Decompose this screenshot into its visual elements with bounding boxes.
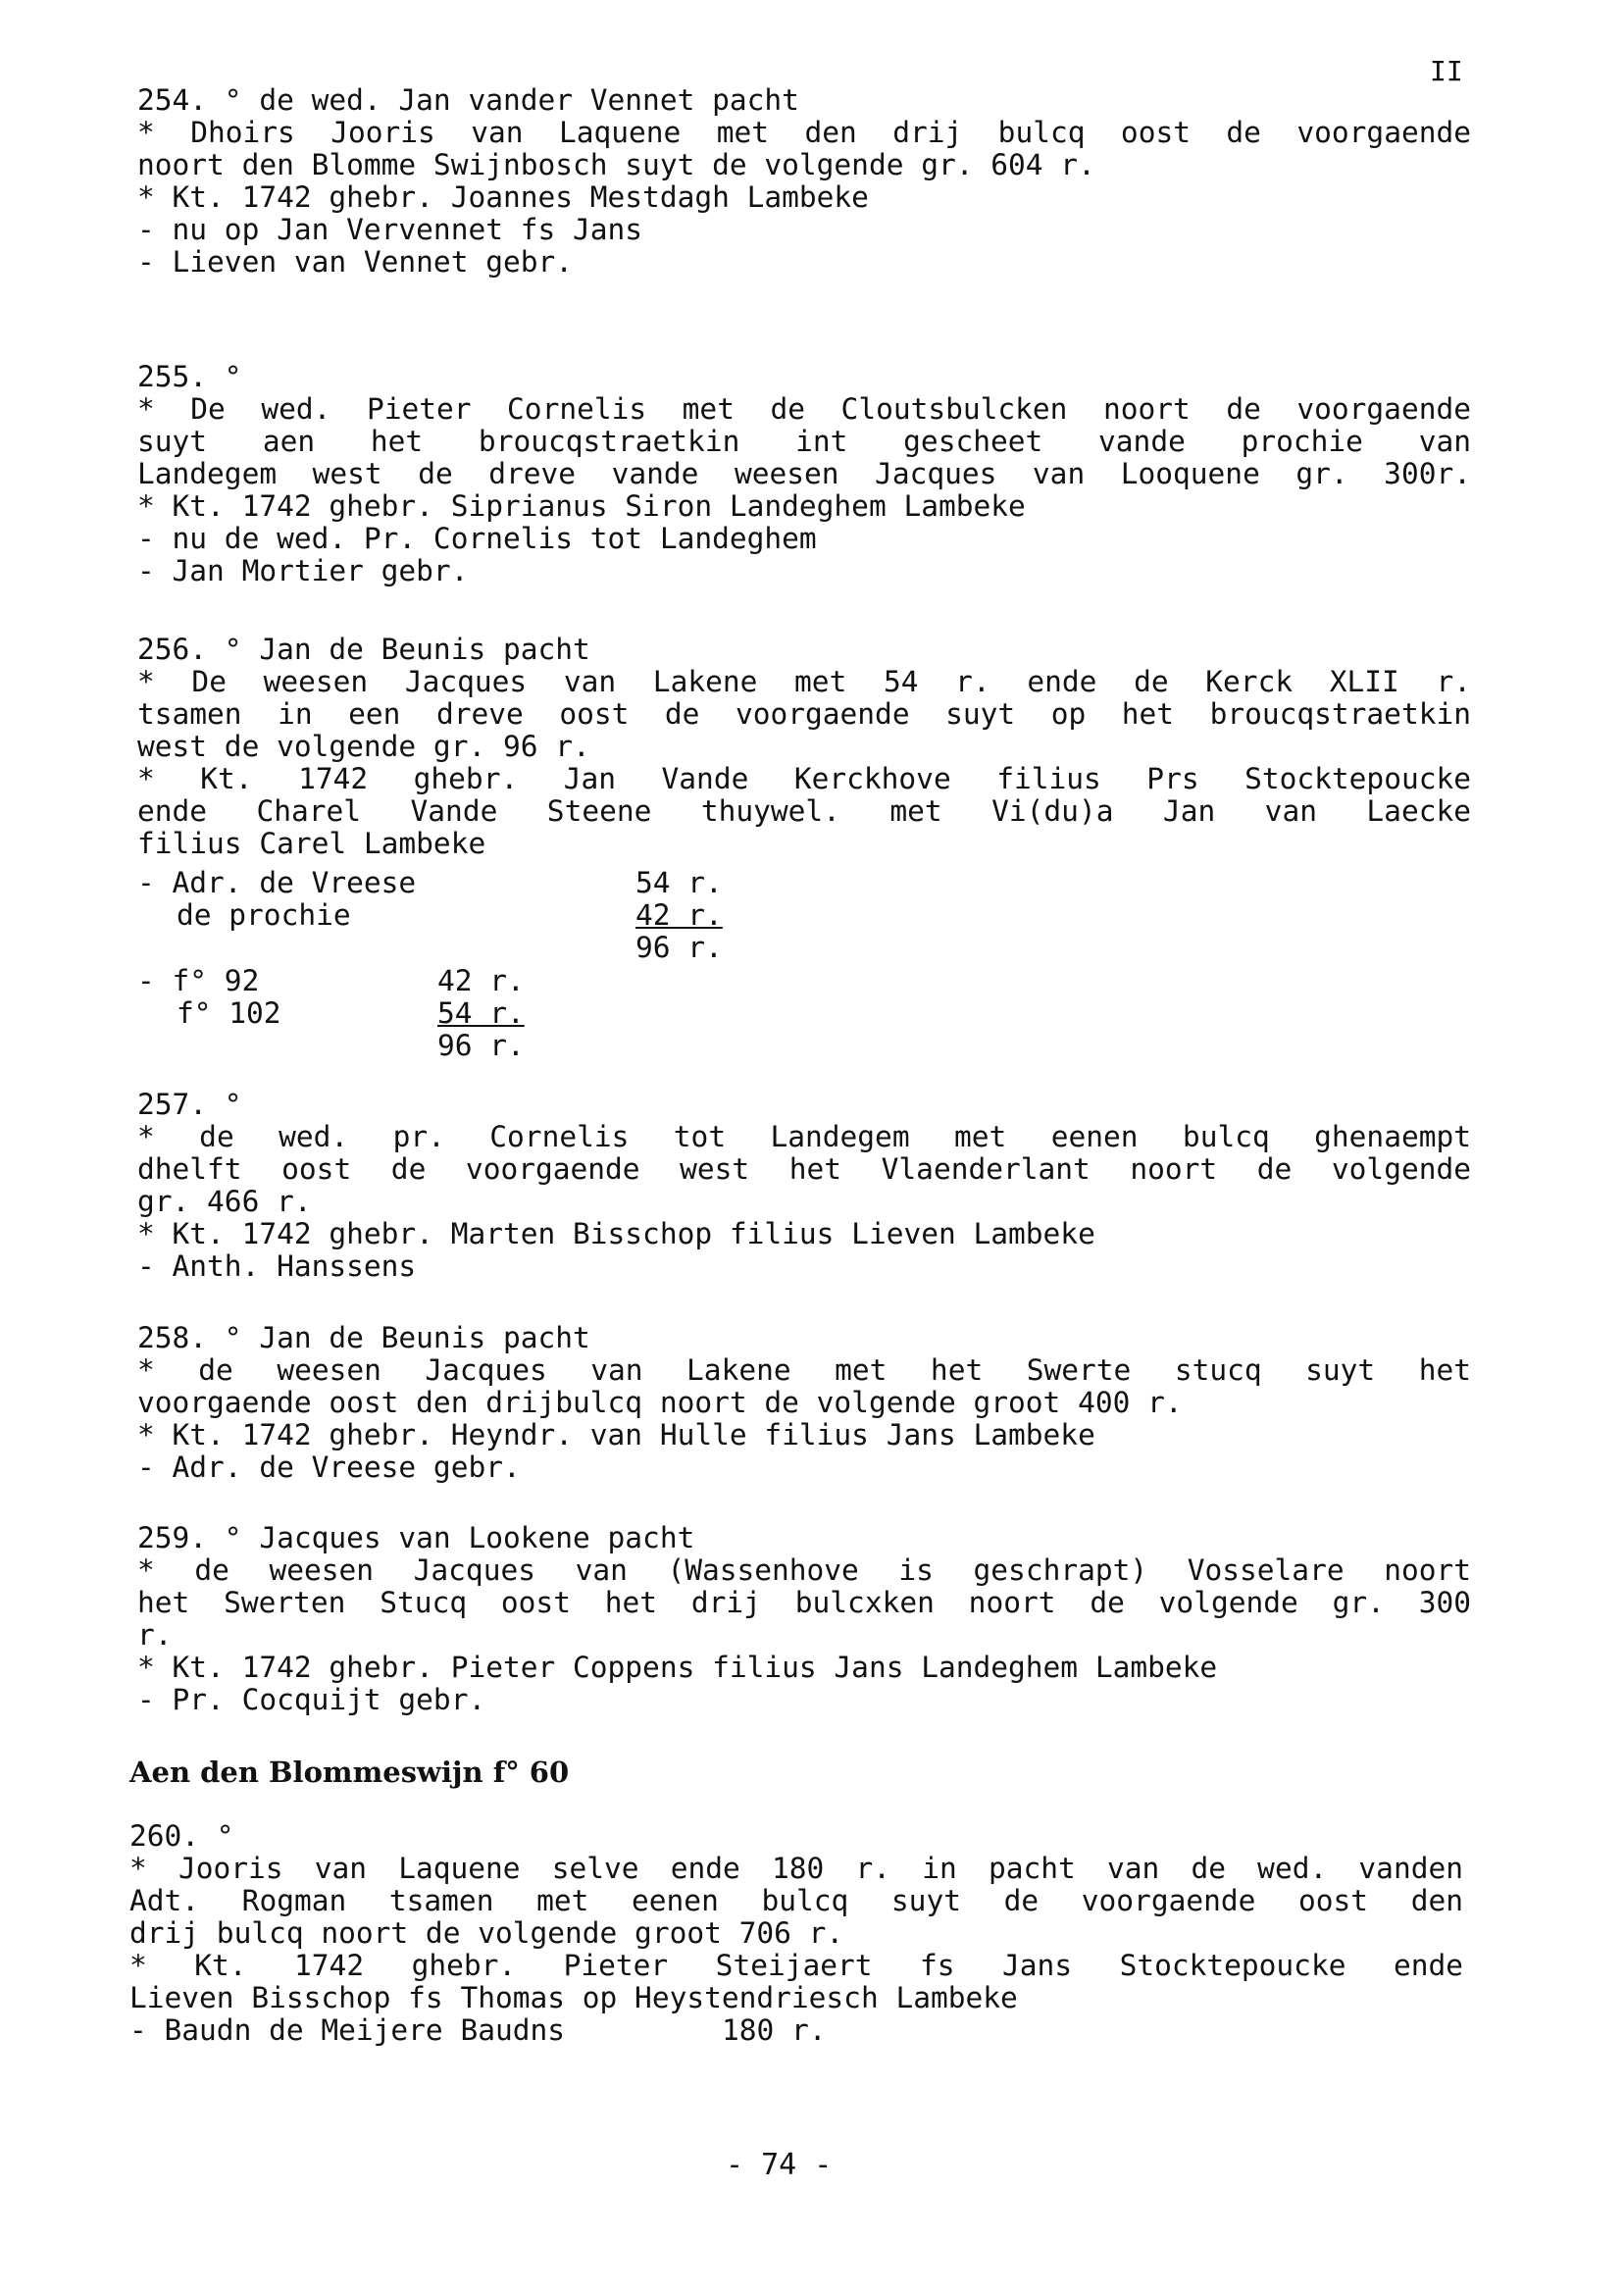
entry-line: suyt aen het broucqstraetkin int gescheet vande prochie van [137, 425, 1471, 458]
entry-line: gr. 466 r. [137, 1185, 312, 1218]
entry-line: noort den Blomme Swijnbosch suyt de volgende gr. 604 r. [137, 148, 1095, 181]
entry-line: - nu de wed. Pr. Cornelis tot Landeghem [137, 522, 817, 555]
entry-line: - Lieven van Vennet gebr. [137, 245, 574, 279]
sum-name: de prochie [177, 898, 351, 932]
page-number: - 74 - [726, 2148, 833, 2182]
section-heading: Aen den Blommeswijn f° 60 [129, 1756, 570, 1789]
entry-line: tsamen in een dreve oost de voorgaende suyt op het broucqstraetkin [137, 697, 1471, 731]
entry-254 [137, 84, 1471, 279]
entry-header: 260. ° [129, 1819, 234, 1853]
sum-name: - f° 92 [137, 964, 260, 997]
entry-line: * Kt. 1742 ghebr. Marten Bisschop filius Lieven Lambeke [137, 1217, 1095, 1250]
page-marker: II [1430, 55, 1463, 87]
entry-line: filius Carel Lambeke [137, 827, 486, 860]
entry-line: * De wed. Pieter Cornelis met de Cloutsbulcken noort de voorgaende [137, 392, 1471, 426]
entry-line: r. [137, 1618, 173, 1652]
entry-line: * Jooris van Laquene selve ende 180 r. in pacht van de wed. vanden [129, 1852, 1463, 1885]
entry-line: - nu op Jan Vervennet fs Jans [137, 213, 643, 246]
entry-line: - Baudn de Meijere Baudns [129, 2013, 566, 2047]
entry-line: * de weesen Jacques van (Wassenhove is geschrapt) Vosselare noort [137, 1553, 1471, 1587]
sum-value: 42 r. [437, 964, 525, 997]
entry-line: voorgaende oost den drijbulcq noort de volgende groot 400 r. [137, 1386, 1183, 1419]
entry-255 [137, 361, 1471, 587]
entry-header: 255. ° [137, 360, 242, 393]
sum-name: f° 102 [177, 996, 281, 1030]
entry-header: 257. ° [137, 1088, 242, 1121]
entry-line: het Swerten Stucq oost het drij bulcxken noort de volgende gr. 300 [137, 1586, 1471, 1619]
entry-header: 259. ° Jacques van Lookene pacht [137, 1521, 695, 1554]
entry-259 [137, 1522, 1471, 1716]
entry-line: * Kt. 1742 ghebr. Siprianus Siron Landeghem Lambeke [137, 489, 1026, 523]
entry-line: * Kt. 1742 ghebr. Joannes Mestdagh Lambeke [137, 180, 869, 214]
entry-line: dhelft oost de voorgaende west het Vlaenderlant noort de volgende [137, 1152, 1471, 1186]
entry-line: * Dhoirs Jooris van Laquene met den drij bulcq oost de voorgaende [137, 116, 1471, 149]
sum-total: 96 r. [437, 1029, 525, 1062]
entry-260 [129, 1820, 1463, 2014]
entry-line: * de weesen Jacques van Lakene met het Swerte stucq suyt het [137, 1353, 1471, 1387]
entry-header: 258. ° Jan de Beunis pacht [137, 1321, 590, 1354]
entry-line: - Adr. de Vreese gebr. [137, 1451, 521, 1484]
sum-value: 54 r. [635, 866, 723, 899]
entry-257 [137, 1089, 1471, 1283]
entry-258 [137, 1322, 1471, 1484]
entry-line: - Anth. Hanssens [137, 1249, 417, 1283]
entry-line: west de volgende gr. 96 r. [137, 730, 590, 763]
sum-name: - Adr. de Vreese [137, 866, 417, 899]
entry-line: drij bulcq noort de volgende groot 706 r. [129, 1916, 844, 1950]
sum-value: 54 r. [437, 996, 525, 1030]
entry-256 [137, 634, 1471, 860]
entry-header: 254. ° de wed. Jan vander Vennet pacht [137, 83, 799, 117]
entry-line: * Kt. 1742 ghebr. Heyndr. van Hulle filius Jans Lambeke [137, 1418, 1095, 1451]
sum-value: 42 r. [635, 898, 723, 932]
entry-line: Lieven Bisschop fs Thomas op Heystendriesch Lambeke [129, 1981, 1018, 2014]
sum-value: 180 r. [722, 2013, 827, 2047]
entry-line: Adt. Rogman tsamen met eenen bulcq suyt de voorgaende oost den [129, 1884, 1463, 1917]
entry-line: - Jan Mortier gebr. [137, 554, 469, 587]
entry-line: - Pr. Cocquijt gebr. [137, 1683, 486, 1716]
entry-line: Landegem west de dreve vande weesen Jacques van Looquene gr. 300r. [137, 457, 1471, 490]
entry-line: * de wed. pr. Cornelis tot Landegem met eenen bulcq ghenaempt [137, 1120, 1471, 1153]
entry-line: * Kt. 1742 ghebr. Pieter Coppens filius Jans Landeghem Lambeke [137, 1651, 1218, 1684]
sum-total: 96 r. [635, 931, 723, 964]
entry-line: ende Charel Vande Steene thuywel. met Vi(du)a Jan van Laecke [137, 794, 1471, 828]
entry-line: * Kt. 1742 ghebr. Pieter Steijaert fs Jans Stocktepoucke ende [129, 1949, 1463, 1982]
entry-line: * Kt. 1742 ghebr. Jan Vande Kerckhove filius Prs Stocktepoucke [137, 762, 1471, 795]
entry-header: 256. ° Jan de Beunis pacht [137, 633, 590, 666]
entry-line: * De weesen Jacques van Lakene met 54 r. ende de Kerck XLII r. [137, 665, 1471, 698]
